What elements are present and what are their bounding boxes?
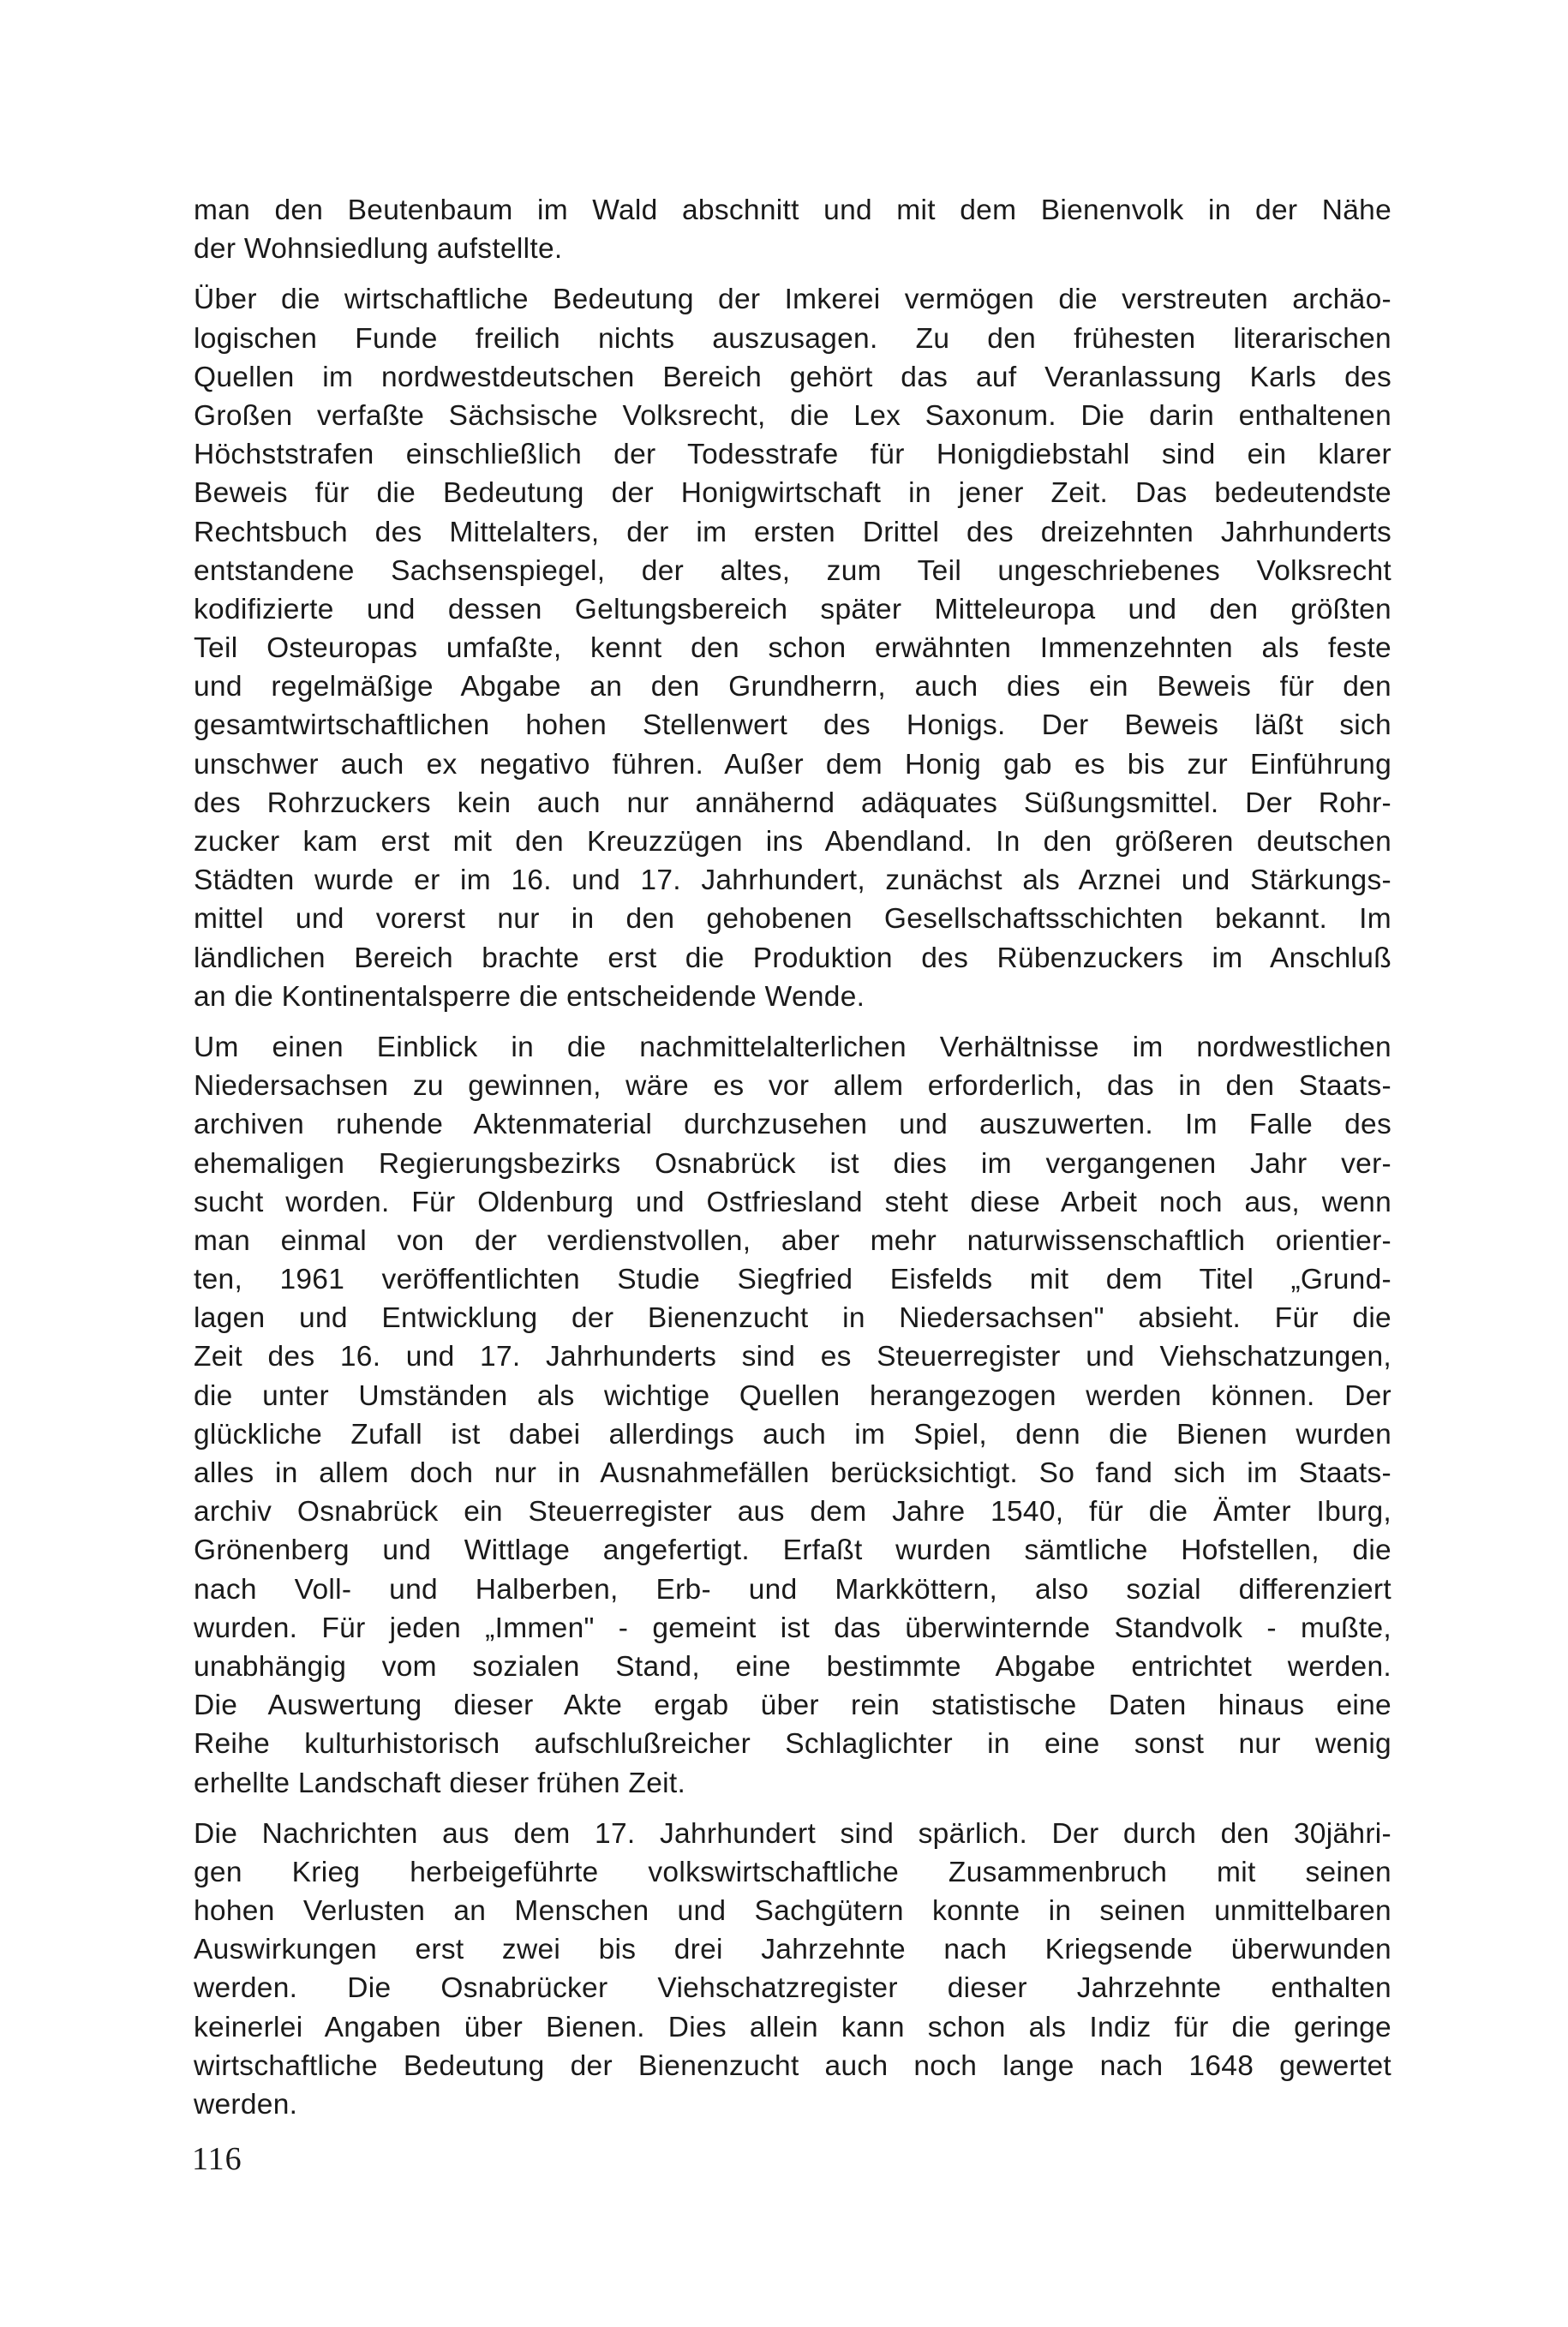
text-line: gen Krieg herbeigeführte volkswirtschaftliche Zusammenbruch mit seinen xyxy=(194,1856,1391,1888)
text-line: Um einen Einblick in die nachmittelalterlichen Verhältnisse im nordwestlichen xyxy=(194,1031,1391,1063)
page-number: 116 xyxy=(192,2141,242,2177)
text-line: Rechtsbuch des Mittelalters, der im ersten Drittel des dreizehnten Jahrhunderts xyxy=(194,516,1391,548)
text-line: der Wohnsiedlung aufstellte. xyxy=(194,233,563,266)
text-line: ehemaligen Regierungsbezirks Osnabrück ist dies im vergangenen Jahr ver- xyxy=(194,1147,1391,1180)
text-line: Die Auswertung dieser Akte ergab über rein statistische Daten hinaus eine xyxy=(194,1690,1391,1722)
body-text xyxy=(194,191,1391,2124)
text-line: unabhängig vom sozialen Stand, eine bestimmte Abgabe entrichtet werden. xyxy=(194,1650,1391,1683)
text-line: Beweis für die Bedeutung der Honigwirtschaft in jener Zeit. Das bedeutendste xyxy=(194,477,1391,510)
text-line: und regelmäßige Abgabe an den Grundherrn, auch dies ein Beweis für den xyxy=(194,671,1391,703)
paragraph-3 xyxy=(194,1028,1391,1803)
text-line: logischen Funde freilich nichts auszusagen. Zu den frühesten literarischen xyxy=(194,322,1391,355)
text-line: des Rohrzuckers kein auch nur annähernd adäquates Süßungsmittel. Der Rohr- xyxy=(194,787,1391,819)
text-line: an die Kontinentalsperre die entscheidende Wende. xyxy=(194,980,865,1013)
text-line: ten, 1961 veröffentlichten Studie Siegfried Eisfelds mit dem Titel „Grund- xyxy=(194,1264,1391,1296)
text-line: keinerlei Angaben über Bienen. Dies allein kann schon als Indiz für die geringe xyxy=(194,2011,1391,2043)
paragraph-2 xyxy=(194,280,1391,1016)
text-line: werden. Die Osnabrücker Viehschatzregister dieser Jahrzehnte enthalten xyxy=(194,1972,1391,2005)
text-line: hohen Verlusten an Menschen und Sachgütern konnte in seinen unmittelbaren xyxy=(194,1895,1391,1928)
text-line: archiven ruhende Aktenmaterial durchzusehen und auszuwerten. Im Falle des xyxy=(194,1109,1391,1141)
text-line: nach Voll- und Halberben, Erb- und Markköttern, also sozial differenziert xyxy=(194,1573,1391,1606)
text-line: alles in allem doch nur in Ausnahmefällen berücksichtigt. So fand sich im Staats- xyxy=(194,1457,1391,1489)
text-line: die unter Umständen als wichtige Quellen herangezogen werden können. Der xyxy=(194,1379,1391,1412)
text-line: lagen und Entwicklung der Bienenzucht in Niedersachsen" absieht. Für die xyxy=(194,1302,1391,1335)
text-line: archiv Osnabrück ein Steuerregister aus dem Jahre 1540, für die Ämter Iburg, xyxy=(194,1496,1391,1528)
text-line: Großen verfaßte Sächsische Volksrecht, die Lex Saxonum. Die darin enthaltenen xyxy=(194,399,1391,432)
text-line: Höchststrafen einschließlich der Todesstrafe für Honigdiebstahl sind ein klarer xyxy=(194,439,1391,471)
text-line: Auswirkungen erst zwei bis drei Jahrzehnte nach Kriegsende überwunden xyxy=(194,1934,1391,1966)
text-line: erhellte Landschaft dieser frühen Zeit. xyxy=(194,1767,686,1799)
text-line: mittel und vorerst nur in den gehobenen Gesellschaftsschichten bekannt. Im xyxy=(194,903,1391,936)
text-line: glückliche Zufall ist dabei allerdings auch im Spiel, denn die Bienen wurden xyxy=(194,1418,1391,1451)
text-line: sucht worden. Für Oldenburg und Ostfriesland steht diese Arbeit noch aus, wenn xyxy=(194,1186,1391,1218)
text-line: entstandene Sachsenspiegel, der altes, zum Teil ungeschriebenes Volksrecht xyxy=(194,554,1391,587)
text-line: Über die wirtschaftliche Bedeutung der Imkerei vermögen die verstreuten archäo- xyxy=(194,284,1391,316)
text-line: Reihe kulturhistorisch aufschlußreicher Schlaglichter in eine sonst nur wenig xyxy=(194,1728,1391,1761)
text-line: wirtschaftliche Bedeutung der Bienenzucht auch noch lange nach 1648 gewertet xyxy=(194,2049,1391,2082)
text-line: unschwer auch ex negativo führen. Außer dem Honig gab es bis zur Einführung xyxy=(194,748,1391,781)
text-line: Zeit des 16. und 17. Jahrhunderts sind es Steuerregister und Viehschatzungen, xyxy=(194,1341,1391,1373)
text-line: Die Nachrichten aus dem 17. Jahrhundert sind spärlich. Der durch den 30jähri- xyxy=(194,1817,1391,1850)
text-line: Teil Osteuropas umfaßte, kennt den schon erwähnten Immenzehnten als feste xyxy=(194,632,1391,665)
text-line: kodifizierte und dessen Geltungsbereich später Mitteleuropa und den größten xyxy=(194,593,1391,625)
paragraph-4 xyxy=(194,1815,1391,2125)
text-line: Städten wurde er im 16. und 17. Jahrhundert, zunächst als Arznei und Stärkungs- xyxy=(194,864,1391,897)
text-line: Grönenberg und Wittlage angefertigt. Erfaßt wurden sämtliche Hofstellen, die xyxy=(194,1534,1391,1567)
text-line: zucker kam erst mit den Kreuzzügen ins Abendland. In den größeren deutschen xyxy=(194,826,1391,858)
text-line: gesamtwirtschaftlichen hohen Stellenwert des Honigs. Der Beweis läßt sich xyxy=(194,709,1391,742)
text-line: ländlichen Bereich brachte erst die Produktion des Rübenzuckers im Anschluß xyxy=(194,942,1391,974)
text-line: Niedersachsen zu gewinnen, wäre es vor allem erforderlich, das in den Staats- xyxy=(194,1070,1391,1103)
text-line: man einmal von der verdienstvollen, aber mehr naturwissenschaftlich orientier- xyxy=(194,1224,1391,1257)
text-line: Quellen im nordwestdeutschen Bereich gehört das auf Veranlassung Karls des xyxy=(194,361,1391,393)
text-line: werden. xyxy=(194,2089,298,2121)
paragraph-1 xyxy=(194,191,1391,268)
text-line: man den Beutenbaum im Wald abschnitt und mit dem Bienenvolk in der Nähe xyxy=(194,194,1391,226)
text-line: wurden. Für jeden „Immen" - gemeint ist das überwinternde Standvolk - mußte, xyxy=(194,1612,1391,1644)
